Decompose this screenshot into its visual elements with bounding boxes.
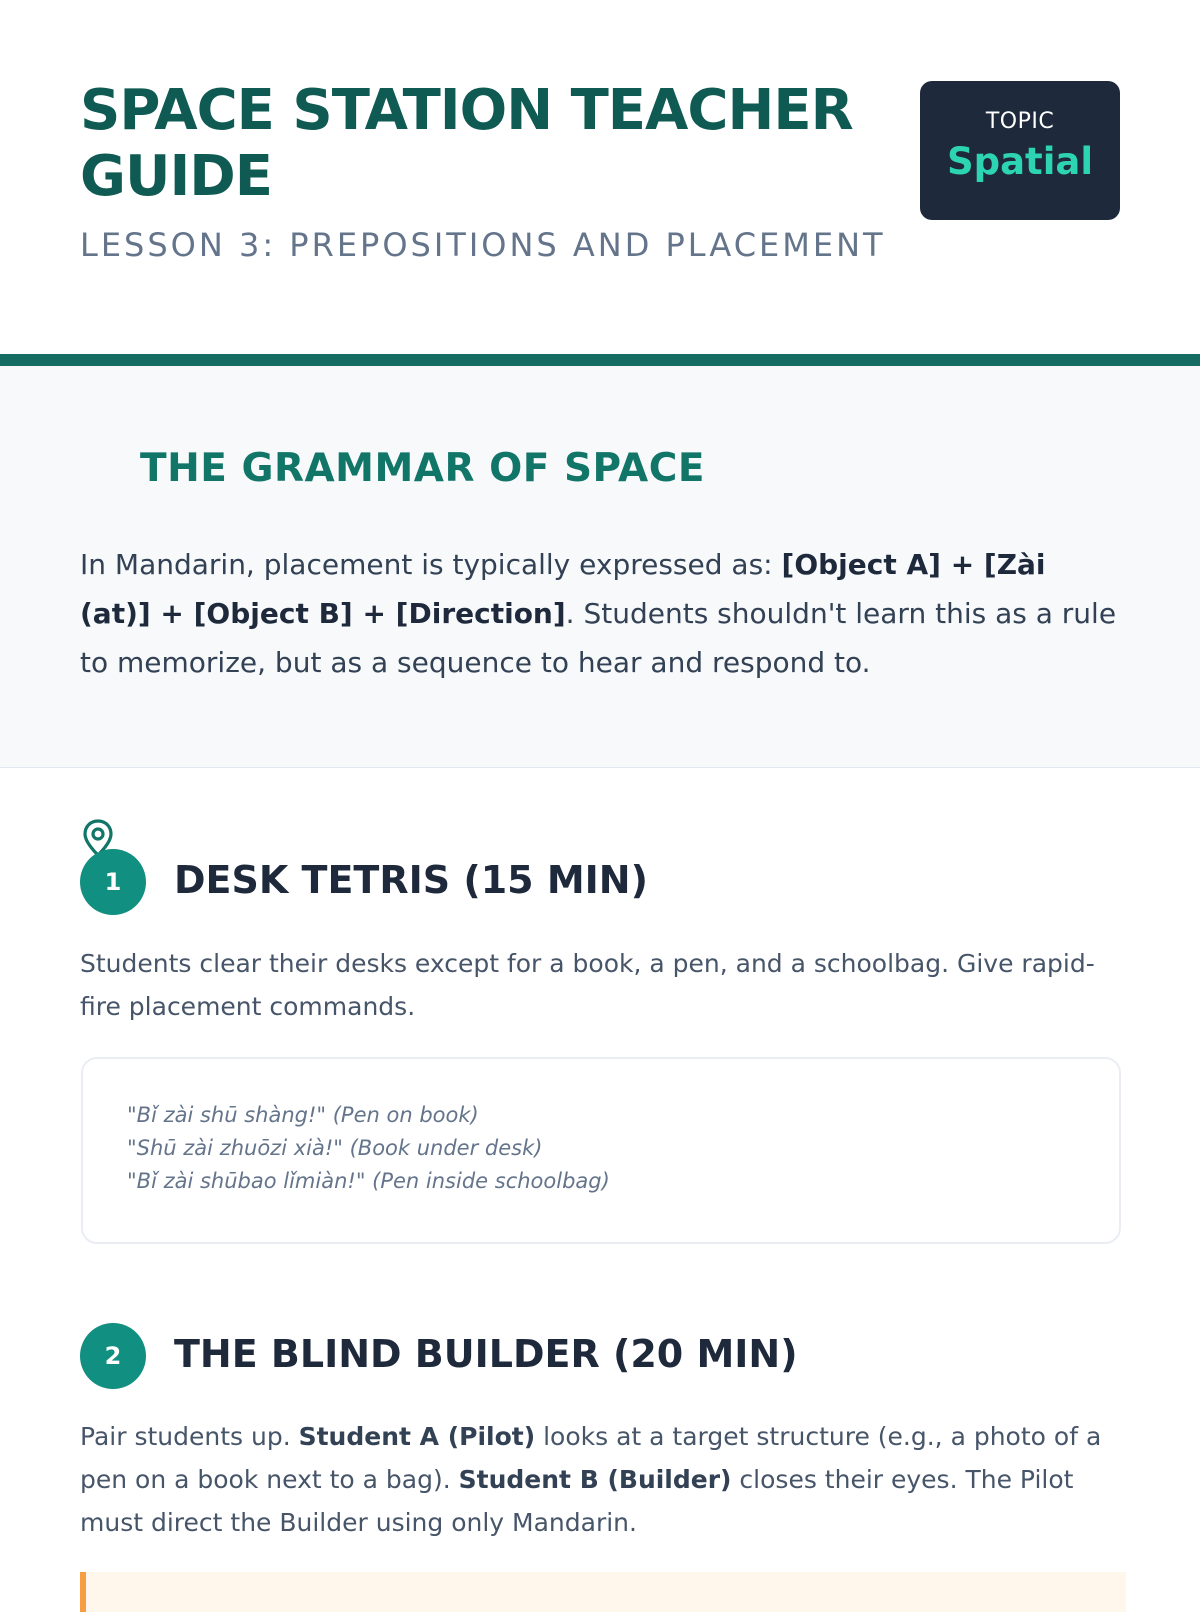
grammar-text-start: In Mandarin, placement is typically expressed as: (80, 548, 782, 581)
blind-builder-text: closes their eyes. The Pilot must direct the Builder using only Mandarin. (80, 1465, 1074, 1537)
grammar-explanation (80, 540, 1125, 687)
grammar-formula: [Object A] + [Zài (at)] + [Object B] + [Direction] (80, 548, 1046, 630)
example-command: "Shū zài zhuōzi xià!" (Book under desk) (127, 1136, 543, 1160)
example-command: "Bǐ zài shū shàng!" (Pen on book) (127, 1103, 479, 1127)
activity-title-blind-builder: THE BLIND BUILDER (20 MIN) (174, 1332, 798, 1376)
activity-title-desk-tetris: DESK TETRIS (15 MIN) (174, 858, 648, 902)
blind-builder-text: looks at a target structure (e.g., a photo of a pen on a book next to a bag). (80, 1422, 1102, 1494)
topic-badge (920, 81, 1120, 220)
topic-label: TOPIC (985, 109, 1055, 134)
grammar-text-end: . Students shouldn't learn this as a rule to memorize, but as a sequence to hear and respond to. (80, 597, 1117, 679)
example-command: "Bǐ zài shūbao lǐmiàn!" (Pen inside schoolbag) (127, 1169, 610, 1193)
page-title: SPACE STATION TEACHER GUIDE (80, 78, 853, 209)
example-commands-box (81, 1057, 1121, 1244)
callout-note (80, 1572, 1126, 1612)
blind-builder-text: Pair students up. (80, 1422, 299, 1451)
student-b-role: Student B (Builder) (458, 1465, 732, 1494)
page-header (0, 0, 1200, 366)
lesson-subtitle: LESSON 3: PREPOSITIONS AND PLACEMENT (80, 226, 886, 264)
step-number-1: 1 (80, 849, 146, 915)
activity-description-blind-builder (80, 1415, 1125, 1544)
topic-value: Spatial (946, 140, 1094, 183)
student-a-role: Student A (Pilot) (298, 1422, 536, 1451)
step-number-2: 2 (80, 1323, 146, 1389)
activity-description-desk-tetris: Students clear their desks except for a book, a pen, and a schoolbag. Give rapid-fire placement commands. (80, 949, 1095, 1021)
grammar-title: THE GRAMMAR OF SPACE (140, 446, 706, 491)
